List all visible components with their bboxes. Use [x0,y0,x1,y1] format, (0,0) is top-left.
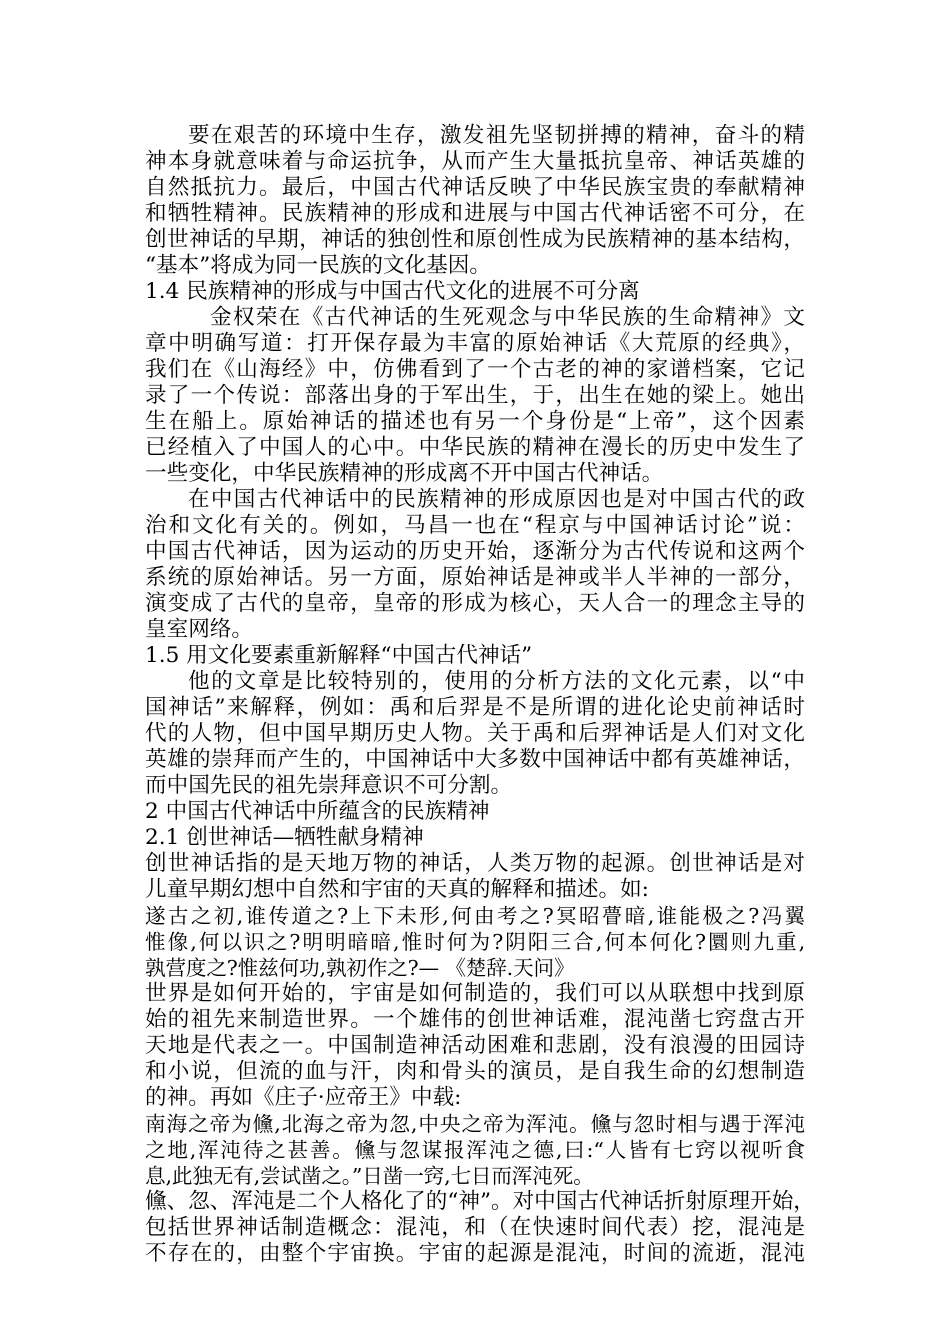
text-line: “基本”将成为同一民族的文化基因。 [145,253,491,278]
text-line: 儿童早期幻想中自然和宇宙的天真的解释和描述。如: [145,877,649,902]
text-line: 皇室网络。 [145,617,253,642]
text-line: 生在船上。原始神话的描述也有另一个身份是“上帝”，这个因素 [145,409,805,434]
text-line: 神本身就意味着与命运抗争，从而产生大量抵抗皇帝、神话英雄的 [145,149,805,174]
section-heading: 1.5 用文化要素重新解释“中国古代神话” [145,643,533,668]
document-page [145,123,815,1267]
text-line: 代的人物，但中国早期历史人物。关于禹和后羿神话是人们对文化 [145,721,805,746]
text-line: 中国古代神话，因为运动的历史开始，逐渐分为古代传说和这两个 [145,539,805,564]
text-line: 天地是代表之一。中国制造神活动困难和悲剧，没有浪漫的田园诗 [145,1033,805,1058]
text-line: 南海之帝为儵,北海之帝为忽,中央之帝为浑沌。儵与忽时相与遇于浑沌 [145,1112,805,1136]
text-line: 他的文章是比较特别的，使用的分析方法的文化元素，以“中 [188,669,805,694]
section-heading: 2.1 创世神话—牺牲献身精神 [145,825,424,850]
text-line: 始的祖先来制造世界。一个雄伟的创世神话难，混沌凿七窍盘古开 [145,1007,805,1032]
text-line: 遂古之初,谁传道之?上下未形,何由考之?冥昭瞢暗,谁能极之?冯翼 [145,904,805,928]
text-line: 和小说，但流的血与汗，肉和骨头的演员，是自我生命的幻想制造 [145,1059,805,1084]
section-heading: 1.4 民族精神的形成与中国古代文化的进展不可分离 [145,279,640,304]
text-line: 章中明确写道：打开保存最为丰富的原始神话《大荒原的经典》， [145,331,805,356]
text-line: 创世神话的早期，神话的独创性和原创性成为民族精神的基本结构， [145,227,805,252]
text-line: 孰营度之?惟兹何功,孰初作之?— 《楚辞.天问》 [145,956,575,980]
text-line: 创世神话指的是天地万物的神话，人类万物的起源。创世神话是对 [145,851,805,876]
text-line: 惟像,何以识之?明明暗暗,惟时何为?阴阳三合,何本何化?圜则九重, [145,930,805,954]
text-line: 在中国古代神话中的民族精神的形成原因也是对中国古代的政 [188,487,805,512]
text-line: 的神。再如《庄子·应帝王》中载: [145,1085,462,1110]
text-line: 包括世界神话制造概念：混沌，和（在快速时间代表）挖，混沌是 [145,1215,805,1240]
section-heading: 2 中国古代神话中所蕴含的民族精神 [145,799,490,824]
text-line: 系统的原始神话。另一方面，原始神话是神或半人半神的一部分， [145,565,805,590]
text-line: 息,此独无有,尝试凿之。”日凿一窍,七日而浑沌死。 [145,1164,594,1188]
text-line: 世界是如何开始的，宇宙是如何制造的，我们可以从联想中找到原 [145,981,805,1006]
text-line: 我们在《山海经》中，仿佛看到了一个古老的神的家谱档案，它记 [145,357,805,382]
text-line: 一些变化，中华民族精神的形成离不开中国古代神话。 [145,461,664,486]
text-line: 不存在的，由整个宇宙换。宇宙的起源是混沌，时间的流逝，混沌 [145,1241,805,1266]
text-line: 英雄的崇拜而产生的，中国神话中大多数中国神话中都有英雄神话， [145,747,805,772]
text-line: 要在艰苦的环境中生存，激发祖先坚韧拼搏的精神，奋斗的精 [188,123,805,148]
text-line: 之地,浑沌待之甚善。儵与忽谋报浑沌之德,曰:“人皆有七窍以视听食 [145,1138,805,1162]
text-line: 儵、忽、浑沌是二个人格化了的“神”。对中国古代神话折射原理开始， [145,1189,815,1214]
text-line: 录了一个传说：部落出身的于军出生，于，出生在她的梁上。她出 [145,383,805,408]
text-line: 和牺牲精神。民族精神的形成和进展与中国古代神话密不可分，在 [145,201,805,226]
text-line: 已经植入了中国人的心中。中华民族的精神在漫长的历史中发生了 [145,435,805,460]
text-line: 治和文化有关的。例如，马昌一也在“程京与中国神话讨论”说： [145,513,805,538]
text-line: 演变成了古代的皇帝，皇帝的形成为核心，天人合一的理念主导的 [145,591,805,616]
text-line: 国神话”来解释，例如：禹和后羿是不是所谓的进化论史前神话时 [145,695,805,720]
text-line: 自然抵抗力。最后，中国古代神话反映了中华民族宝贵的奉献精神 [145,175,805,200]
text-line: 金权荣在《古代神话的生死观念与中华民族的生命精神》文 [210,305,805,330]
text-line: 而中国先民的祖先崇拜意识不可分割。 [145,773,513,798]
